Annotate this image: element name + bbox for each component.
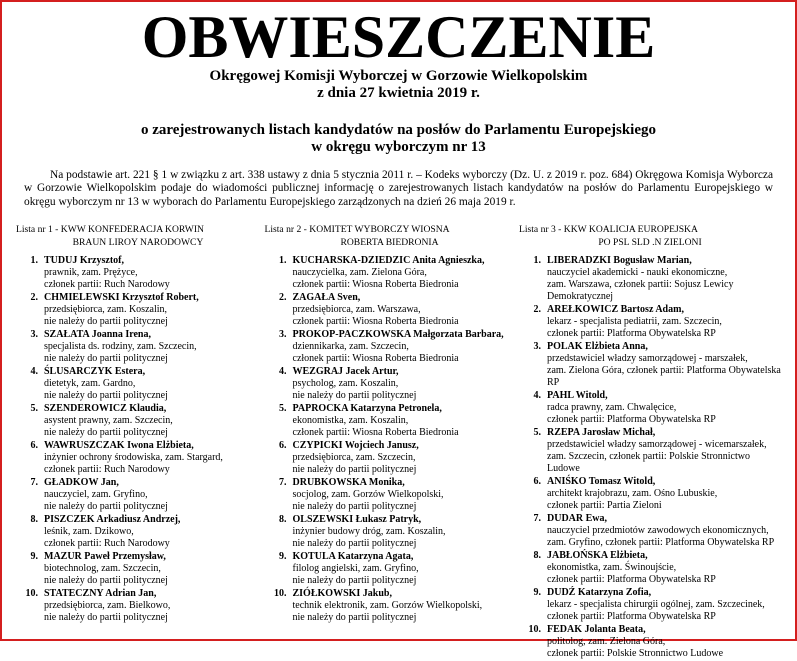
candidate-number: 1. [533, 255, 541, 267]
candidate-desc: dietetyk, zam. Gardno, [44, 378, 136, 390]
candidate-name: GŁADKOW Jan, [44, 477, 119, 489]
candidate-entry [519, 304, 781, 340]
candidate-party: nie należy do partii politycznej [292, 538, 417, 550]
candidate-desc: przedstawiciel władzy samorządowej - marszałek, [547, 353, 748, 365]
candidate-number: 9. [30, 551, 38, 563]
candidate-name: LIBERADZKI Bogusław Marian, [547, 255, 692, 267]
list-header-line2: PO PSL SLD .N ZIELONI [598, 237, 702, 249]
district-line: w okręgu wyborczym nr 13 [311, 139, 486, 155]
candidate-name: ANIŚKO Tomasz Witold, [547, 476, 656, 488]
candidate-name: DUDŹ Katarzyna Zofia, [547, 587, 652, 599]
candidate-number: 1. [279, 255, 287, 267]
candidate-number: 7. [30, 477, 38, 489]
candidate-desc: psycholog, zam. Koszalin, [292, 378, 399, 390]
candidate-party: nie należy do partii politycznej [44, 316, 168, 328]
candidate-name: AREŁKOWICZ Bartosz Adam, [547, 304, 684, 316]
candidate-entry [16, 514, 260, 550]
candidate-desc: lekarz - specjalista pediatrii, zam. Szczecin, [547, 316, 722, 328]
candidate-name: DUDAR Ewa, [547, 513, 607, 525]
candidate-name: KOTULA Katarzyna Agata, [292, 551, 414, 563]
list-header-line1: Lista nr 2 - KOMITET WYBORCZY WIOSNA [264, 224, 450, 236]
candidate-name: MAZUR Paweł Przemysław, [44, 551, 166, 563]
list-header-line2: BRAUN LIROY NARODOWCY [72, 237, 204, 249]
candidate-entry [16, 551, 260, 587]
candidate-party: członek partii: Platforma Obywatelska RP [547, 611, 716, 623]
candidate-party: członek partii: Wiosna Roberta Biedronia [292, 427, 459, 439]
candidate-desc: biotechnolog, zam. Szczecin, [44, 563, 161, 575]
candidate-name: WEZGRAJ Jacek Artur, [292, 366, 399, 378]
candidate-entry [265, 329, 515, 365]
candidate-number: 6. [533, 476, 541, 488]
candidate-name: PAPROCKA Katarzyna Petronela, [292, 403, 442, 415]
candidate-entry [519, 476, 781, 512]
candidate-name: TUDUJ Krzysztof, [44, 255, 124, 267]
candidate-party: członek partii: Ruch Narodowy [44, 464, 170, 476]
candidate-party: zam. Zielona Góra, członek partii: Platforma Obywatelska RP [547, 365, 781, 389]
candidate-party: nie należy do partii politycznej [292, 390, 417, 402]
candidate-number: 5. [30, 403, 38, 415]
candidate-entry [519, 427, 781, 475]
candidate-desc: leśnik, zam. Dzikowo, [44, 526, 134, 538]
candidate-desc: nauczycielka, zam. Zielona Góra, [292, 267, 427, 279]
candidate-desc: asystent prawny, zam. Szczecin, [44, 415, 173, 427]
candidate-party: nie należy do partii politycznej [44, 612, 168, 624]
candidate-entry [16, 440, 260, 476]
candidate-name: STATECZNY Adrian Jan, [44, 588, 157, 600]
intro-paragraph: Na podstawie art. 221 § 1 w związku z art. 338 ustawy z dnia 5 stycznia 2011 r. – Kodeks wyborczy (Dz. U. z 2019 r. poz. 684) Okręgowa Komisja Wyborcza w Gorzowie Wielkopolskim podaje do wiadomości publicznej informację o zarejestrowanych listach kandydatów na posłów do Parlamentu Europejskiego w okręgu wyborczym nr 13 w wyborach do Parlamentu Europejskiego zarządzonych na dzień 26 maja 2019 r. [24, 169, 773, 208]
candidate-entry [265, 440, 515, 476]
candidate-name: ZIÓŁKOWSKI Jakub, [292, 588, 392, 600]
candidate-entry [265, 403, 515, 439]
candidate-party: nie należy do partii politycznej [292, 501, 417, 513]
candidate-number: 4. [279, 366, 287, 378]
candidate-party: członek partii: Ruch Narodowy [44, 538, 170, 550]
candidate-number: 10. [274, 588, 287, 600]
candidate-party: nie należy do partii politycznej [44, 575, 168, 587]
candidate-list-2 [265, 223, 515, 661]
candidate-entry [265, 514, 515, 550]
candidate-party: członek partii: Platforma Obywatelska RP [547, 414, 716, 426]
candidate-name: OLSZEWSKI Łukasz Patryk, [292, 514, 422, 526]
candidate-desc: nauczyciel, zam. Gryfino, [44, 489, 148, 501]
candidate-entry [519, 513, 781, 549]
candidate-number: 5. [533, 427, 541, 439]
lists-container [16, 223, 781, 661]
candidate-party: nie należy do partii politycznej [44, 353, 168, 365]
candidate-party: członek partii: Polskie Stronnictwo Ludowe [547, 648, 724, 660]
candidate-entry [519, 341, 781, 389]
candidate-party: zam. Szczecin, członek partii: Polskie Stronnictwo Ludowe [547, 451, 750, 475]
candidate-name: CZYPICKI Wojciech Janusz, [292, 440, 419, 452]
candidate-name: ŚLUSARCZYK Estera, [44, 366, 146, 378]
candidate-desc: architekt krajobrazu, zam. Ośno Lubuskie, [547, 488, 718, 500]
candidate-party: nie należy do partii politycznej [292, 612, 417, 624]
candidate-party: zam. Gryfino, członek partii: Platforma Obywatelska RP [547, 537, 775, 549]
list-header [519, 223, 781, 255]
candidate-name: POLAK Elżbieta Anna, [547, 341, 648, 353]
candidate-name: FEDAK Jolanta Beata, [547, 624, 646, 636]
candidate-name: PROKOP-PACZKOWSKA Małgorzata Barbara, [292, 329, 504, 341]
candidate-entry [16, 329, 260, 365]
candidate-desc: przedstawiciel władzy samorządowej - wicemarszałek, [547, 439, 767, 451]
candidate-number: 8. [30, 514, 38, 526]
candidate-desc: politolog, zam. Zielona Góra, [547, 636, 666, 648]
candidate-party: członek partii: Partia Zieloni [547, 500, 662, 512]
candidate-number: 7. [533, 513, 541, 525]
candidate-desc: inżynier budowy dróg, zam. Koszalin, [292, 526, 446, 538]
candidate-entry [16, 588, 260, 624]
candidate-number: 2. [30, 292, 38, 304]
candidate-desc: socjolog, zam. Gorzów Wielkopolski, [292, 489, 444, 501]
candidate-party: nie należy do partii politycznej [292, 575, 417, 587]
candidate-party: członek partii: Wiosna Roberta Biedronia [292, 316, 459, 328]
candidate-party: członek partii: Ruch Narodowy [44, 279, 170, 291]
candidate-desc: przedsiębiorca, zam. Bielkowo, [44, 600, 171, 612]
candidate-desc: nauczyciel akademicki - nauki ekonomiczne, [547, 267, 728, 279]
candidate-desc: ekonomistka, zam. Świnoujście, [547, 562, 677, 574]
candidate-entry [16, 292, 260, 328]
candidate-desc: przedsiębiorca, zam. Koszalin, [44, 304, 168, 316]
candidate-entry [16, 477, 260, 513]
candidate-party: członek partii: Platforma Obywatelska RP [547, 328, 716, 340]
candidate-desc: nauczyciel przedmiotów zawodowych ekonomicznych, [547, 525, 769, 537]
subject-line: o zarejestrowanych listach kandydatów na posłów do Parlamentu Europejskiego [140, 122, 657, 138]
candidate-number: 4. [30, 366, 38, 378]
candidate-number: 10. [528, 624, 541, 636]
candidate-entry [519, 550, 781, 586]
candidate-number: 5. [279, 403, 287, 415]
candidate-entry [519, 624, 781, 660]
candidate-name: WAWRUSZCZAK Iwona Elżbieta, [44, 440, 194, 452]
candidate-desc: prawnik, zam. Prężyce, [44, 267, 138, 279]
candidate-entry [519, 390, 781, 426]
candidate-party: nie należy do partii politycznej [292, 464, 417, 476]
candidate-number: 3. [30, 329, 38, 341]
candidate-entry [519, 587, 781, 623]
date-line: z dnia 27 kwietnia 2019 r. [317, 85, 480, 101]
candidate-number: 9. [279, 551, 287, 563]
candidate-number: 3. [279, 329, 287, 341]
candidate-desc: technik elektronik, zam. Gorzów Wielkopolski, [292, 600, 483, 612]
candidate-party: członek partii: Platforma Obywatelska RP [547, 574, 716, 586]
candidate-entry [265, 588, 515, 624]
candidate-desc: dziennikarka, zam. Szczecin, [292, 341, 409, 353]
candidate-desc: inżynier ochrony środowiska, zam. Stargard, [44, 452, 223, 464]
candidate-desc: specjalista ds. rodziny, zam. Szczecin, [44, 341, 197, 353]
list-header-line1: Lista nr 3 - KKW KOALICJA EUROPEJSKA [519, 224, 698, 236]
candidate-list-1 [16, 223, 260, 661]
candidate-number: 6. [279, 440, 287, 452]
candidate-entry [265, 477, 515, 513]
candidate-number: 9. [533, 587, 541, 599]
candidate-name: CHMIELEWSKI Krzysztof Robert, [44, 292, 199, 304]
candidate-entry [519, 255, 781, 303]
candidate-name: PISZCZEK Arkadiusz Andrzej, [44, 514, 181, 526]
candidate-entry [265, 292, 515, 328]
candidate-party: nie należy do partii politycznej [44, 390, 168, 402]
candidate-entry [16, 366, 260, 402]
candidate-desc: przedsiębiorca, zam. Szczecin, [292, 452, 416, 464]
list-header-line1: Lista nr 1 - KWW KONFEDERACJA KORWIN [16, 224, 204, 236]
candidate-desc: przedsiębiorca, zam. Warszawa, [292, 304, 421, 316]
list-header-line2: ROBERTA BIEDRONIA [340, 237, 439, 249]
candidate-entry [265, 255, 515, 291]
page-title: OBWIESZCZENIE [141, 4, 656, 70]
candidate-name: JABŁOŃSKA Elżbieta, [547, 550, 648, 562]
candidate-desc: lekarz - specjalista chirurgii ogólnej, zam. Szczecinek, [547, 599, 765, 611]
candidate-party: członek partii: Wiosna Roberta Biedronia [292, 353, 459, 365]
list-header [16, 223, 260, 255]
candidate-number: 2. [279, 292, 287, 304]
candidate-name: RZEPA Jarosław Michał, [547, 427, 656, 439]
candidate-entry [265, 551, 515, 587]
issuer-line: Okręgowej Komisji Wyborczej w Gorzowie Wielkopolskim [209, 68, 588, 84]
candidate-number: 2. [533, 304, 541, 316]
candidate-party: nie należy do partii politycznej [44, 501, 168, 513]
candidate-list-3 [519, 223, 781, 661]
candidate-desc: ekonomistka, zam. Koszalin, [292, 415, 409, 427]
candidate-number: 10. [25, 588, 38, 600]
candidate-name: ZAGAŁA Sven, [292, 292, 361, 304]
candidate-entry [265, 366, 515, 402]
candidate-number: 8. [533, 550, 541, 562]
candidate-name: PAHL Witold, [547, 390, 608, 402]
candidate-number: 7. [279, 477, 287, 489]
candidate-party: zam. Warszawa, członek partii: Sojusz Lewicy Demokratycznej [547, 279, 734, 303]
candidate-party: członek partii: Wiosna Roberta Biedronia [292, 279, 459, 291]
candidate-desc: filolog angielski, zam. Gryfino, [292, 563, 419, 575]
candidate-entry [16, 403, 260, 439]
candidate-number: 1. [30, 255, 38, 267]
candidate-entry [16, 255, 260, 291]
candidate-name: SZENDEROWICZ Klaudia, [44, 403, 167, 415]
candidate-number: 4. [533, 390, 541, 402]
candidate-party: nie należy do partii politycznej [44, 427, 168, 439]
candidate-desc: radca prawny, zam. Chwalęcice, [547, 402, 677, 414]
candidate-name: KUCHARSKA-DZIEDZIC Anita Agnieszka, [292, 255, 485, 267]
candidate-name: DRUBKOWSKA Monika, [292, 477, 405, 489]
candidate-number: 6. [30, 440, 38, 452]
candidate-number: 3. [533, 341, 541, 353]
list-header [265, 223, 515, 255]
candidate-number: 8. [279, 514, 287, 526]
candidate-name: SZAŁATA Joanna Irena, [44, 329, 151, 341]
